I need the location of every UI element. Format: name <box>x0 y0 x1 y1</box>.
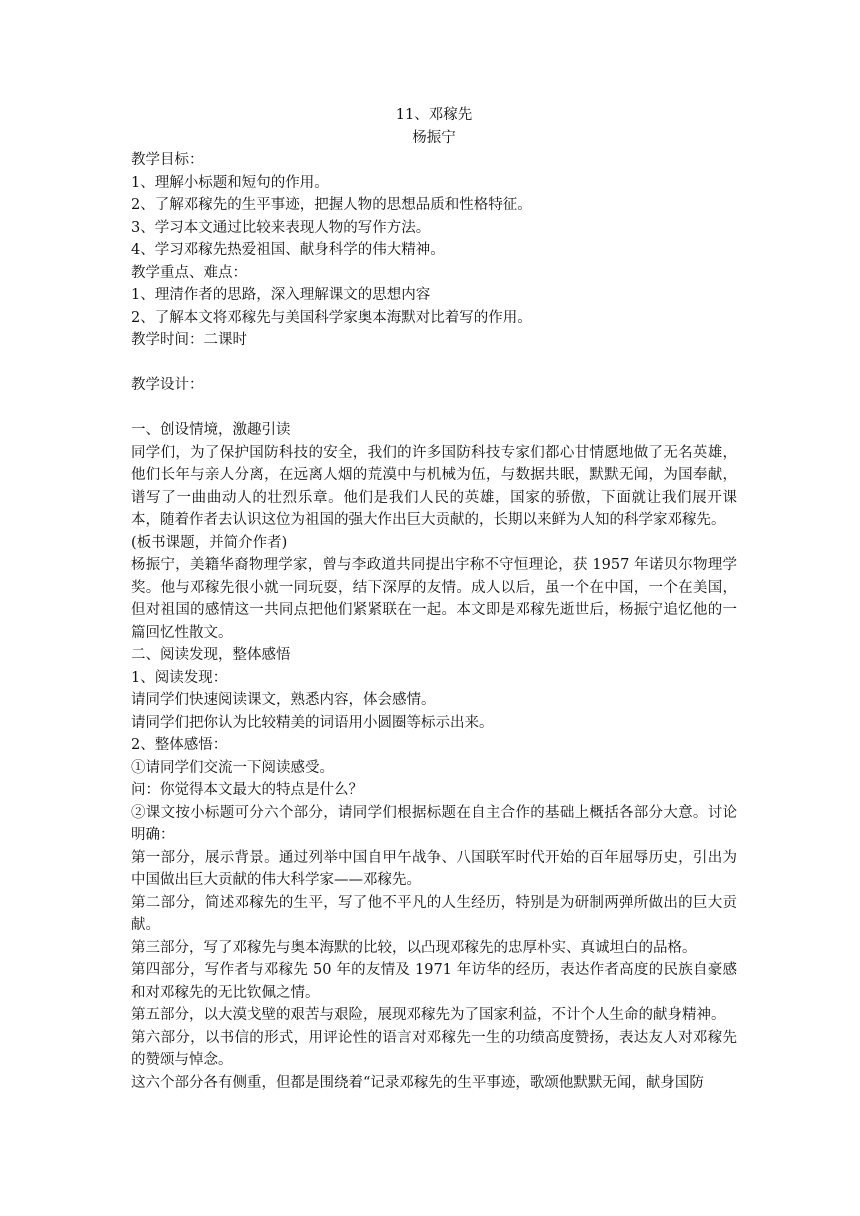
part-paragraph: 第五部分，以大漠戈壁的艰苦与艰险，展现邓稼先为了国家利益，不计个人生命的献身精神。 <box>131 1007 726 1023</box>
document-page <box>131 104 737 1094</box>
summary-line: 这六个部分各有侧重，但都是围绕着“记录邓稼先的生平事迹，歌颂他默默无闻，献身国防 <box>131 1074 704 1091</box>
section-heading: 二、阅读发现，整体感悟 <box>131 647 291 663</box>
subsection-heading: 2、整体感悟： <box>131 737 228 753</box>
blank-line <box>131 397 737 420</box>
objective-item: 2、了解邓稼先的生平事迹，把握人物的思想品质和性格特征。 <box>131 197 532 213</box>
board-note: (板书课题，并简介作者) <box>131 534 288 551</box>
intro-paragraph: 同学们，为了保护国防科技的安全，我们的许多国防科技专家们都心甘情愿地做了无名英雄，他们长年与亲人分离，在远离人烟的荒漠中与机械为伍，与数据共眠，默默无闻，为国奉献，谱写了一曲曲动人的壮烈乐章。他们是我们人民的英雄，国家的骄傲，下面就让我们展开课本，随着作者去认识这位为祖国的强大作出巨大贡献的，长期以来鲜为人知的科学家邓稼先。 <box>131 444 737 528</box>
design-heading: 教学设计： <box>131 377 204 393</box>
part-paragraph: 第六部分，以书信的形式，用评论性的语言对邓稼先一生的功绩高度赞扬，表达友人对邓稼先的赞颂与悼念。 <box>131 1029 737 1068</box>
parts-paragraph: ②课文按小标题可分六个部分，请同学们根据标题在自主合作的基础上概括各部分大意。讨论明确： <box>131 804 737 843</box>
section-heading: 一、创设情境，激趣引读 <box>131 422 291 438</box>
author-name: 杨振宁 <box>412 129 456 146</box>
part-paragraph: 第一部分，展示背景。通过列举中国自甲午战争、八国联军时代开始的百年屈辱历史，引出为中国做出巨大贡献的伟大科学家——邓稼先。 <box>131 849 737 888</box>
author-paragraph: 杨振宁，美籍华裔物理学家，曾与李政道共同提出宇称不守恒理论，获 1957 年诺贝尔物理学奖。他与邓稼先很小就一同玩耍，结下深厚的友情。成人以后，虽一个在中国，一个在美国，但对祖国的感情这一共同点把他们紧紧联在一起。本文即是邓稼先逝世后，杨振宁追忆他的一篇回忆性散文。 <box>131 557 737 641</box>
key-points-heading: 教学重点、难点： <box>131 264 247 281</box>
objective-item: 1、理解小标题和短句的作用。 <box>131 174 329 191</box>
part-paragraph: 第四部分，写作者与邓稼先 50 年的友情及 1971 年访华的经历，表达作者高度的民族自豪感和对邓稼先的无比钦佩之情。 <box>131 962 737 1001</box>
text-line: 请同学们快速阅读课文，熟悉内容，体会感情。 <box>131 692 436 708</box>
lesson-title: 11、邓稼先 <box>395 107 473 123</box>
key-point-item: 2、了解本文将邓稼先与美国科学家奥本海默对比着写的作用。 <box>131 309 532 326</box>
text-line: ①请同学们交流一下阅读感受。 <box>131 759 334 776</box>
objectives-heading: 教学目标： <box>131 152 204 168</box>
text-line: 问：你觉得本文最大的特点是什么？ <box>131 782 363 798</box>
subsection-heading: 1、阅读发现： <box>131 669 228 686</box>
part-paragraph: 第三部分，写了邓稼先与奥本海默的比较，以凸现邓稼先的忠厚朴实、真诚坦白的品格。 <box>131 939 697 956</box>
blank-line <box>131 352 737 375</box>
teaching-time: 教学时间：二课时 <box>131 332 247 348</box>
objective-item: 4、学习邓稼先热爱祖国、献身科学的伟大精神。 <box>131 242 445 258</box>
key-point-item: 1、理清作者的思路，深入理解课文的思想内容 <box>131 287 431 303</box>
text-line: 请同学们把你认为比较精美的词语用小圆圈等标示出来。 <box>131 714 494 731</box>
objective-item: 3、学习本文通过比较来表现人物的写作方法。 <box>131 219 431 236</box>
part-paragraph: 第二部分，简述邓稼先的生平，写了他不平凡的人生经历，特别是为研制两弹所做出的巨大贡献。 <box>131 894 737 933</box>
